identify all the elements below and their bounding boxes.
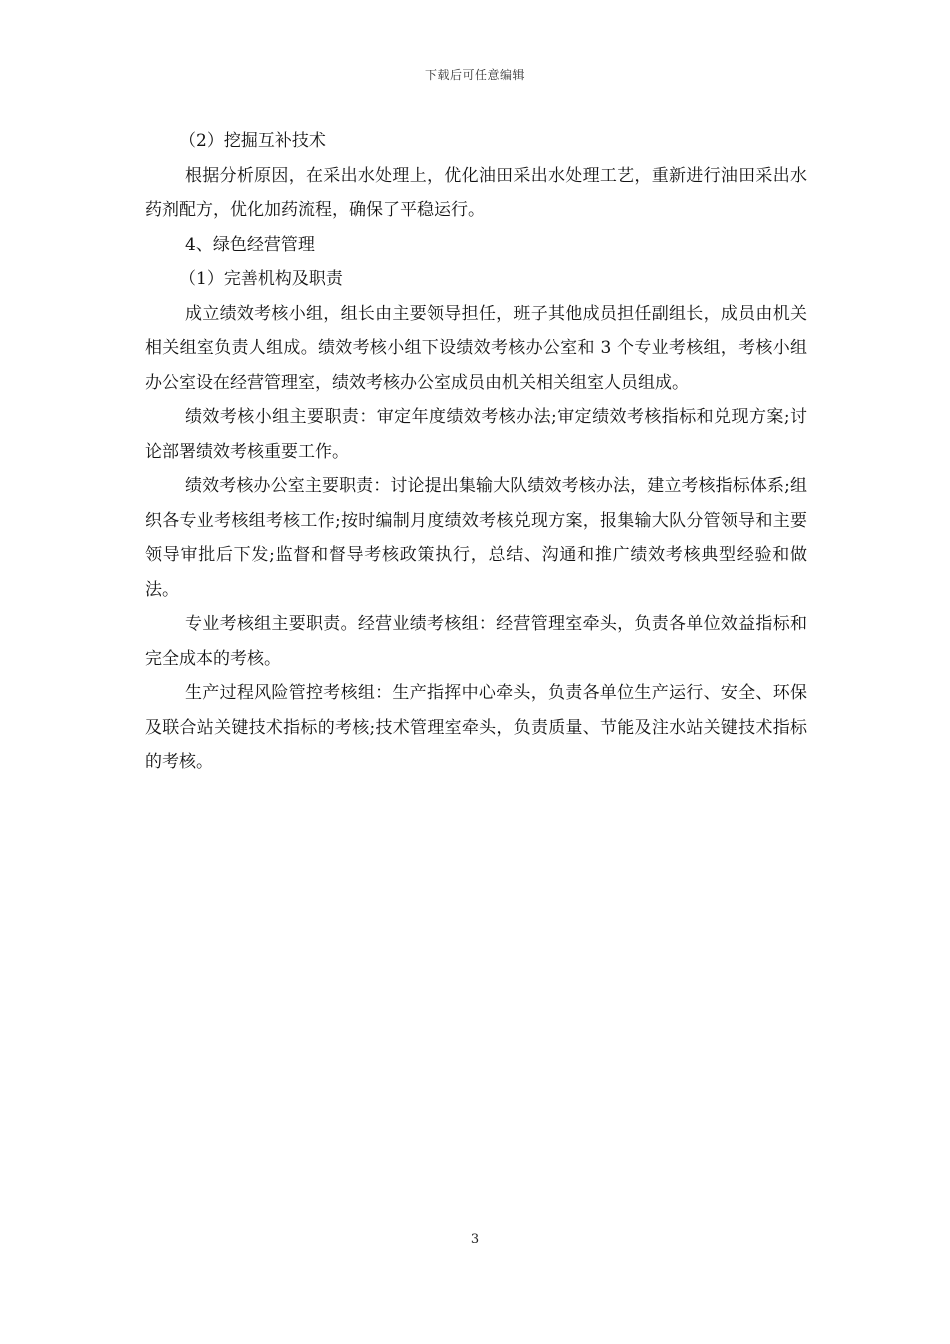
paragraph: 成立绩效考核小组，组长由主要领导担任，班子其他成员担任副组长，成员由机关相关组室负责人组成。绩效考核小组下设绩效考核办公室和 3 个专业考核组，考核小组办公室设在经营管理室，绩效考核办公室成员由机关相关组室人员组成。 (145, 303, 807, 393)
paragraph: 生产过程风险管控考核组：生产指挥中心牵头，负责各单位生产运行、安全、环保及联合站关键技术指标的考核;技术管理室牵头，负责质量、节能及注水站关键技术指标的考核。 (145, 683, 807, 772)
paragraph: 绩效考核小组主要职责：审定年度绩效考核办法;审定绩效考核指标和兑现方案;讨论部署绩效考核重要工作。 (145, 407, 807, 462)
section-heading-4: 4、绿色经营管理 (185, 234, 315, 255)
paragraph: 根据分析原因，在采出水处理上，优化油田采出水处理工艺，重新进行油田采出水药剂配方，优化加药流程，确保了平稳运行。 (145, 165, 807, 220)
document-body (145, 124, 807, 780)
page-number: 3 (470, 1232, 480, 1247)
paragraph: 绩效考核办公室主要职责：讨论提出集输大队绩效考核办法，建立考核指标体系;组织各专业考核组考核工作;按时编制月度绩效考核兑现方案，报集输大队分管领导和主要领导审批后下发;监督和督导考核政策执行，总结、沟通和推广绩效考核典型经验和做法。 (145, 476, 807, 600)
section-heading-2: （2）挖掘互补技术 (179, 131, 326, 151)
page-header: 下载后可任意编辑 (424, 68, 525, 82)
paragraph: 专业考核组主要职责。经营业绩考核组：经营管理室牵头，负责各单位效益指标和完全成本的考核。 (145, 614, 807, 669)
section-heading-4-1: （1）完善机构及职责 (179, 269, 343, 289)
